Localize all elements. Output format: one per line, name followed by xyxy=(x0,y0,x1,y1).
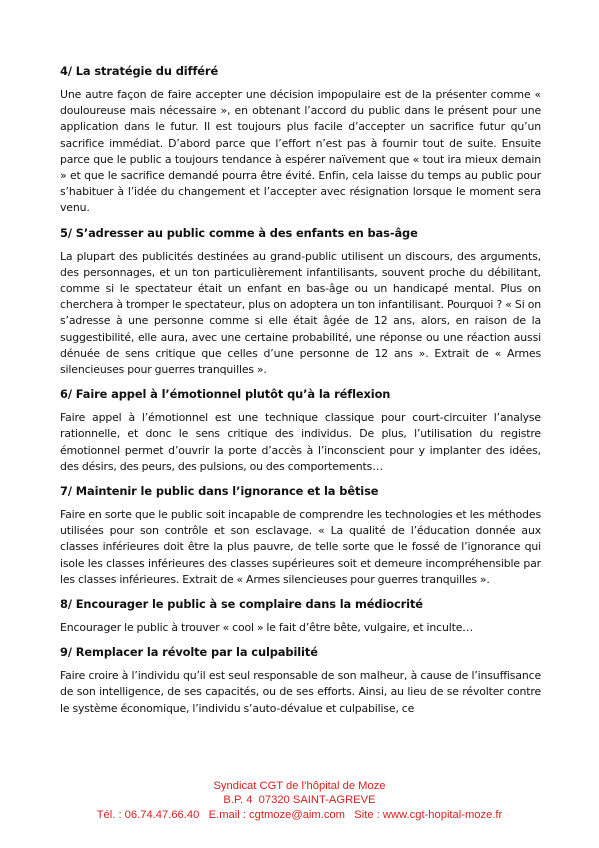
section-title: 7/ Maintenir le public dans l’ignorance et la bêtise xyxy=(60,484,379,499)
page-footer xyxy=(0,779,599,822)
footer-contact: Tél. : 06.74.47.66.40 E.mail : cgtmoze@aim.com Site : www.cgt-hopital-moze.fr xyxy=(96,808,503,821)
section-9 xyxy=(60,644,541,717)
document-body xyxy=(60,63,541,725)
section-7 xyxy=(60,483,541,588)
section-paragraph: Faire croire à l’individu qu’il est seul responsable de son malheur, à cause de l’insuffisance de son intelligence, de ses capacités, ou de ses efforts. Ainsi, au lieu de se révolter contre le système économique, l’individu s’auto-dévalue et culpabilise, ce xyxy=(60,669,541,715)
section-8 xyxy=(60,596,541,636)
section-6 xyxy=(60,386,541,475)
section-title: 6/ Faire appel à l’émotionnel plutôt qu’à la réflexion xyxy=(60,387,391,402)
section-paragraph: Une autre façon de faire accepter une décision impopulaire est de la présenter comme « douloureuse mais nécessaire », en obtenant l’accord du public dans le présent pour une application dans le futur. Il est toujours plus facile d’accepter un sacrifice futur qu’un sacrifice immédiat. D’abord parce que l’effort n’est pas à fournir tout de suite. Ensuite parce que le public a toujours tendance à espérer naïvement que « tout ira mieux demain » et que le sacrifice demandé pourra être évité. Enfin, cela laisse du temps au public pour s’habituer à l’idée du changement et l’accepter avec résignation lorsque le moment sera venu. xyxy=(60,88,541,215)
section-paragraph: Faire en sorte que le public soit incapable de comprendre les technologies et les méthodes utilisées pour son contrôle et son esclavage. « La qualité de l’éducation donnée aux classes inférieures doit être la plus pauvre, de telle sorte que le fossé de l’ignorance qui isole les classes inférieures des classes supérieures soit et demeure incompréhensible par les classes inférieures. Extrait de « Armes silencieuses pour guerres tranquilles ». xyxy=(60,508,541,586)
footer-address: B.P. 4 07320 SAINT-AGREVE xyxy=(223,794,376,807)
section-4 xyxy=(60,63,541,217)
section-paragraph: Faire appel à l’émotionnel est une technique classique pour court-circuiter l’analyse rationnelle, et donc le sens critique des individus. De plus, l’utilisation du registre émotionnel permet d’ouvrir la porte d’accès à l’inconscient pour y implanter des idées, des désirs, des peurs, des pulsions, ou des comportements… xyxy=(60,411,541,473)
section-title: 5/ S’adresser au public comme à des enfants en bas-âge xyxy=(60,225,418,240)
section-title: 8/ Encourager le public à se complaire dans la médiocrité xyxy=(60,597,423,612)
footer-organization: Syndicat CGT de l’hôpital de Moze xyxy=(213,780,386,792)
section-title: 9/ Remplacer la révolte par la culpabilité xyxy=(60,645,318,660)
section-5 xyxy=(60,225,541,379)
section-paragraph: La plupart des publicités destinées au grand-public utilisent un discours, des arguments, des personnages, et un ton particulièrement infantilisants, souvent proche du débilitant, comme si le spectateur était un enfant en bas-âge ou un handicapé mental. Plus on cherchera à tromper le spectateur, plus on adoptera un ton infantilisant. Pourquoi ? « Si on s’adresse à une personne comme si elle était âgée de 12 ans, alors, en raison de la suggestibilité, elle aura, avec une certaine probabilité, une réponse ou une réaction aussi dénuée de sens critique que celles d’une personne de 12 ans ». Extrait de « Armes silencieuses pour guerres tranquilles ». xyxy=(60,249,541,377)
section-title: 4/ La stratégie du différé xyxy=(60,64,219,78)
section-paragraph: Encourager le public à trouver « cool » le fait d’être bête, vulgaire, et inculte… xyxy=(60,621,473,635)
